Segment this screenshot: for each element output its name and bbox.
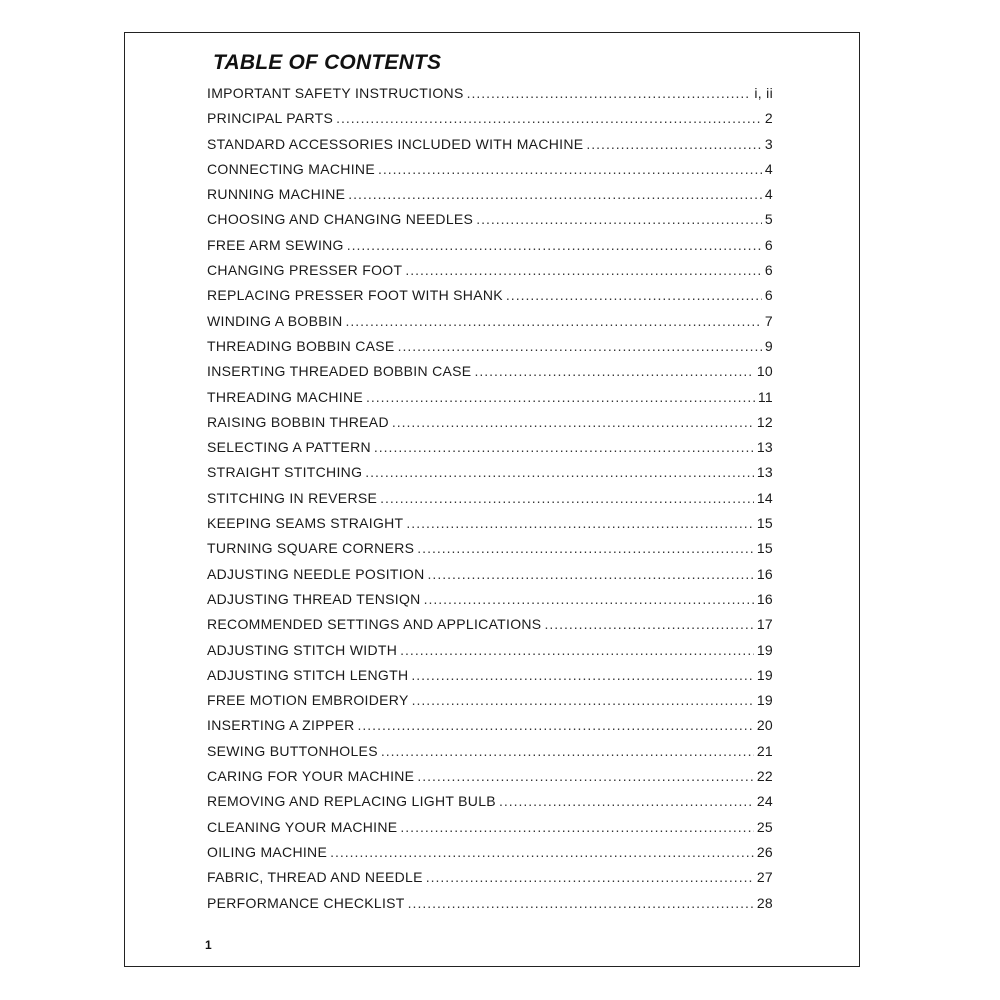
toc-entry-page: 13 xyxy=(756,439,773,456)
toc-entry xyxy=(207,566,773,591)
dot-leader xyxy=(405,262,762,278)
toc-entry-page: 21 xyxy=(756,742,773,759)
toc-entry-page: 13 xyxy=(756,464,773,481)
dot-leader xyxy=(400,642,754,658)
toc-entry-page: 20 xyxy=(756,717,773,734)
toc-entry-title: STRAIGHT STITCHING xyxy=(207,464,363,481)
toc-entry xyxy=(207,642,773,667)
toc-entry xyxy=(207,414,773,439)
dot-leader xyxy=(428,566,754,582)
toc-entry-page: 16 xyxy=(756,590,773,607)
toc-entry-title: REPLACING PRESSER FOOT WITH SHANK xyxy=(207,287,503,304)
dot-leader xyxy=(417,540,754,556)
toc-entry xyxy=(207,439,773,464)
dot-leader xyxy=(544,616,753,632)
toc-entry xyxy=(207,540,773,565)
toc-entry-page: 4 xyxy=(764,186,773,203)
toc-entry xyxy=(207,389,773,414)
dot-leader xyxy=(412,692,754,708)
toc-entry-title: CHANGING PRESSER FOOT xyxy=(207,262,403,279)
toc-entry-page: 6 xyxy=(764,236,773,253)
dot-leader xyxy=(348,186,762,202)
toc-entry-title: TURNING SQUARE CORNERS xyxy=(207,540,415,557)
page-number: 1 xyxy=(205,938,212,952)
toc-entry-title: ADJUSTING STITCH LENGTH xyxy=(207,666,409,683)
dot-leader xyxy=(374,439,754,455)
toc-entry-page: 15 xyxy=(756,540,773,557)
toc-entry xyxy=(207,819,773,844)
dot-leader xyxy=(476,211,762,227)
dot-leader xyxy=(474,363,753,379)
toc-entry-page: 9 xyxy=(764,337,773,354)
dot-leader xyxy=(378,161,762,177)
toc-entry-page: 6 xyxy=(764,262,773,279)
toc-entry xyxy=(207,237,773,262)
dot-leader xyxy=(426,869,754,885)
toc-entry-title: CARING FOR YOUR MACHINE xyxy=(207,768,415,785)
toc-entry-page: 19 xyxy=(756,666,773,683)
toc-entry xyxy=(207,844,773,869)
dot-leader xyxy=(506,287,762,303)
dot-leader xyxy=(380,490,754,506)
toc-entry xyxy=(207,591,773,616)
toc-entry-title: RUNNING MACHINE xyxy=(207,186,346,203)
toc-entry xyxy=(207,186,773,211)
toc-entry xyxy=(207,136,773,161)
toc-entry xyxy=(207,110,773,135)
toc-entry xyxy=(207,768,773,793)
dot-leader xyxy=(330,844,754,860)
dot-leader xyxy=(392,414,754,430)
toc-entry-page: 5 xyxy=(764,211,773,228)
toc-entry-page: 11 xyxy=(757,388,773,405)
toc-entry xyxy=(207,313,773,338)
toc-entry-title: REMOVING AND REPLACING LIGHT BULB xyxy=(207,793,496,810)
dot-leader xyxy=(499,793,754,809)
toc-entry-page: 25 xyxy=(756,818,773,835)
toc-entry-page: 27 xyxy=(756,869,773,886)
toc-entry xyxy=(207,895,773,920)
toc-entry xyxy=(207,85,773,110)
toc-entry xyxy=(207,616,773,641)
dot-leader xyxy=(366,389,755,405)
toc-entry xyxy=(207,793,773,818)
toc-entry-title: PERFORMANCE CHECKLIST xyxy=(207,894,405,911)
toc-entry-page: i, ii xyxy=(754,85,773,101)
dot-leader xyxy=(467,85,752,101)
dot-leader xyxy=(365,464,754,480)
toc-entry-title: IMPORTANT SAFETY INSTRUCTIONS xyxy=(207,85,464,101)
toc-entry-title: INSERTING THREADED BOBBIN CASE xyxy=(207,363,472,380)
toc-entry-title: PRINCIPAL PARTS xyxy=(207,110,334,127)
dot-leader xyxy=(417,768,753,784)
toc-entry-title: FREE ARM SEWING xyxy=(207,236,344,253)
toc-entry-title: KEEPING SEAMS STRAIGHT xyxy=(207,515,404,532)
toc-entry-title: THREADING MACHINE xyxy=(207,388,363,405)
toc-entry-title: ADJUSTING STITCH WIDTH xyxy=(207,641,398,658)
toc-entry xyxy=(207,287,773,312)
toc-entry-title: ADJUSTING THREAD TENSIQN xyxy=(207,590,421,607)
toc-entry-page: 22 xyxy=(756,768,773,785)
toc-entry-title: SELECTING A PATTERN xyxy=(207,439,371,456)
document-page xyxy=(124,32,860,967)
toc-entry-page: 15 xyxy=(756,515,773,532)
toc-entry-title: FABRIC, THREAD AND NEEDLE xyxy=(207,869,423,886)
toc-entry-title: FREE MOTION EMBROIDERY xyxy=(207,692,409,709)
dot-leader xyxy=(381,743,754,759)
toc-entry-page: 24 xyxy=(756,793,773,810)
toc-entry-page: 28 xyxy=(756,894,773,911)
toc-entry-title: RAISING BOBBIN THREAD xyxy=(207,413,389,430)
toc-entry xyxy=(207,363,773,388)
toc-entry xyxy=(207,717,773,742)
toc-entry xyxy=(207,464,773,489)
toc-entry-page: 7 xyxy=(764,312,773,329)
toc-entry-page: 16 xyxy=(756,565,773,582)
toc-entry-page: 14 xyxy=(756,489,773,506)
toc-entry-page: 12 xyxy=(756,413,773,430)
dot-leader xyxy=(406,515,753,531)
dot-leader xyxy=(400,819,753,835)
toc-entry-title: INSERTING A ZIPPER xyxy=(207,717,355,734)
toc-entry xyxy=(207,692,773,717)
dot-leader xyxy=(398,338,762,354)
dot-leader xyxy=(347,237,762,253)
toc-entry-title: STANDARD ACCESSORIES INCLUDED WITH MACHINE xyxy=(207,135,584,152)
page-title: TABLE OF CONTENTS xyxy=(213,51,442,74)
dot-leader xyxy=(358,717,754,733)
toc-entry-title: ADJUSTING NEEDLE POSITION xyxy=(207,565,425,582)
toc-entry xyxy=(207,515,773,540)
dot-leader xyxy=(336,110,762,126)
dot-leader xyxy=(424,591,754,607)
table-of-contents xyxy=(207,85,773,920)
toc-entry-title: RECOMMENDED SETTINGS AND APPLICATIONS xyxy=(207,616,542,633)
toc-entry xyxy=(207,161,773,186)
toc-entry xyxy=(207,211,773,236)
toc-entry-page: 4 xyxy=(764,160,773,177)
toc-entry xyxy=(207,743,773,768)
toc-entry xyxy=(207,262,773,287)
toc-entry-page: 17 xyxy=(756,616,773,633)
toc-entry-page: 19 xyxy=(756,692,773,709)
toc-entry xyxy=(207,869,773,894)
toc-entry xyxy=(207,667,773,692)
toc-entry-page: 10 xyxy=(756,363,773,380)
dot-leader xyxy=(408,895,754,911)
toc-entry-title: CHOOSING AND CHANGING NEEDLES xyxy=(207,211,474,228)
toc-entry xyxy=(207,338,773,363)
toc-entry xyxy=(207,490,773,515)
dot-leader xyxy=(586,136,762,152)
dot-leader xyxy=(411,667,753,683)
toc-entry-title: CONNECTING MACHINE xyxy=(207,160,375,177)
toc-entry-title: STITCHING IN REVERSE xyxy=(207,489,378,506)
toc-entry-page: 19 xyxy=(756,641,773,658)
toc-entry-title: SEWING BUTTONHOLES xyxy=(207,742,378,759)
toc-entry-title: CLEANING YOUR MACHINE xyxy=(207,818,398,835)
toc-entry-title: THREADING BOBBIN CASE xyxy=(207,337,395,354)
dot-leader xyxy=(346,313,762,329)
toc-entry-title: WINDING A BOBBIN xyxy=(207,312,343,329)
toc-entry-page: 26 xyxy=(756,843,773,860)
toc-entry-page: 3 xyxy=(764,135,773,152)
toc-entry-title: OILING MACHINE xyxy=(207,843,328,860)
toc-entry-page: 2 xyxy=(764,110,773,127)
toc-entry-page: 6 xyxy=(764,287,773,304)
